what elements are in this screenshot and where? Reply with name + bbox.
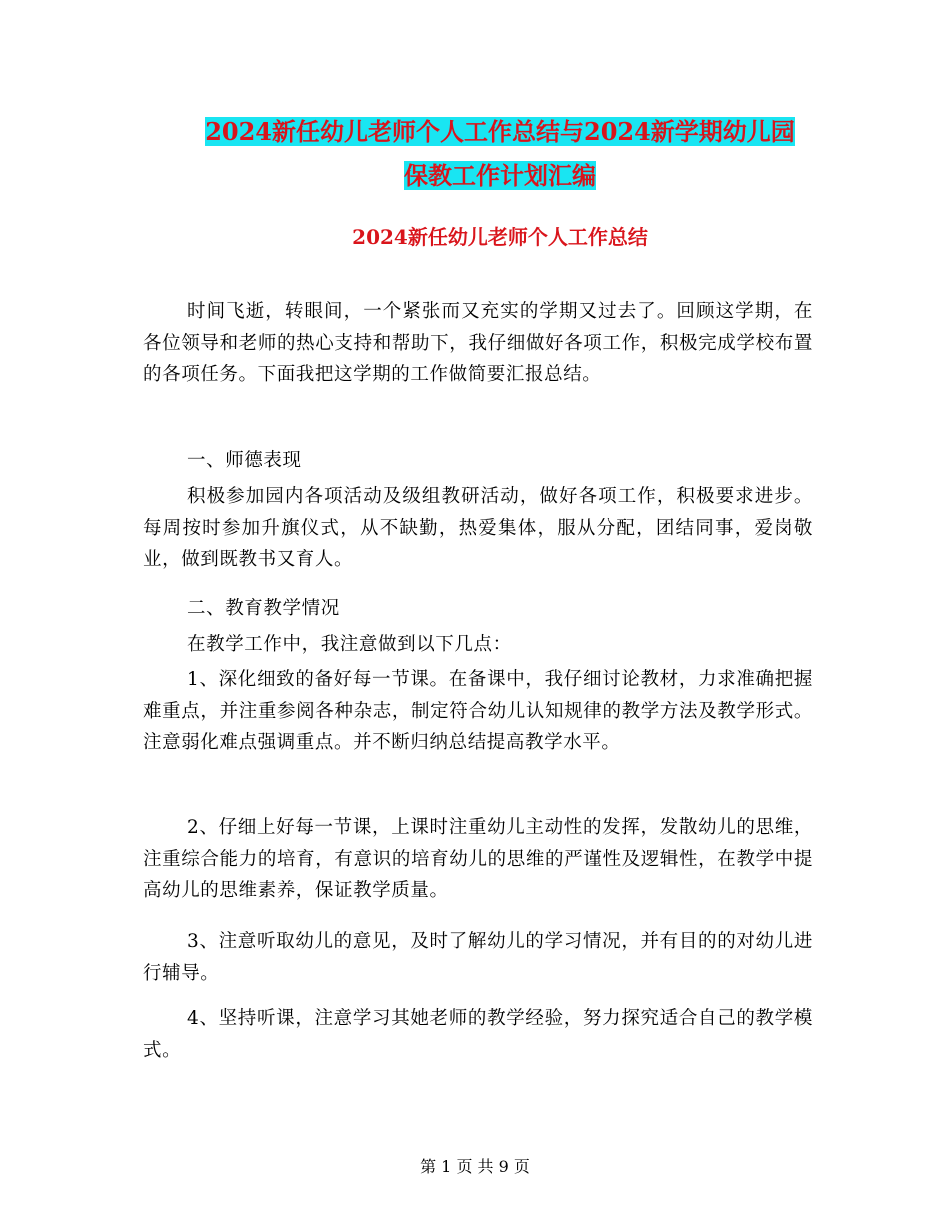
paragraph-intro: 时间飞逝，转眼间，一个紧张而又充实的学期又过去了。回顾这学期，在各位领导和老师的热心支持和帮助下，我仔细做好各项工作，积极完成学校布置的各项任务。下面我把这学期的工作做简要汇报总结。 <box>143 301 813 385</box>
heading-teaching-situation: 二、教育教学情况 <box>187 598 340 619</box>
document-title-highlight-2: 保教工作计划汇编 <box>404 161 596 190</box>
list-item-4: 4、坚持听课，注意学习其她老师的教学经验，努力探究适合自己的教学模式。 <box>143 1008 813 1061</box>
document-title-line-2 <box>140 160 860 192</box>
section-title: 2024新任幼儿老师个人工作总结 <box>352 225 648 249</box>
heading-teacher-ethics: 一、师德表现 <box>187 450 302 471</box>
page-indicator: 第 1 页 共 9 页 <box>420 1157 530 1176</box>
document-title-highlight-1: 2024新任幼儿老师个人工作总结与2024新学期幼儿园 <box>205 117 795 146</box>
list-item-2: 2、仔细上好每一节课，上课时注重幼儿主动性的发挥，发散幼儿的思维，注重综合能力的培育，有意识的培育幼儿的思维的严谨性及逻辑性，在教学中提高幼儿的思维素养，保证教学质量。 <box>143 817 813 901</box>
list-item-3: 3、注意听取幼儿的意见，及时了解幼儿的学习情况，并有目的的对幼儿进行辅导。 <box>143 931 813 984</box>
paragraph-teacher-ethics: 积极参加园内各项活动及级组教研活动，做好各项工作，积极要求进步。每周按时参加升旗仪式，从不缺勤，热爱集体，服从分配，团结同事，爱岗敬业，做到既教书又育人。 <box>143 486 813 570</box>
list-item-1: 1、深化细致的备好每一节课。在备课中，我仔细讨论教材，力求准确把握难重点，并注重参阅各种杂志，制定符合幼儿认知规律的教学方法及教学形式。注意弱化难点强调重点。并不断归纳总结提高教学水平。 <box>143 669 813 753</box>
document-title-line-1 <box>140 116 860 148</box>
paragraph-teaching-intro: 在教学工作中，我注意做到以下几点： <box>187 634 512 655</box>
